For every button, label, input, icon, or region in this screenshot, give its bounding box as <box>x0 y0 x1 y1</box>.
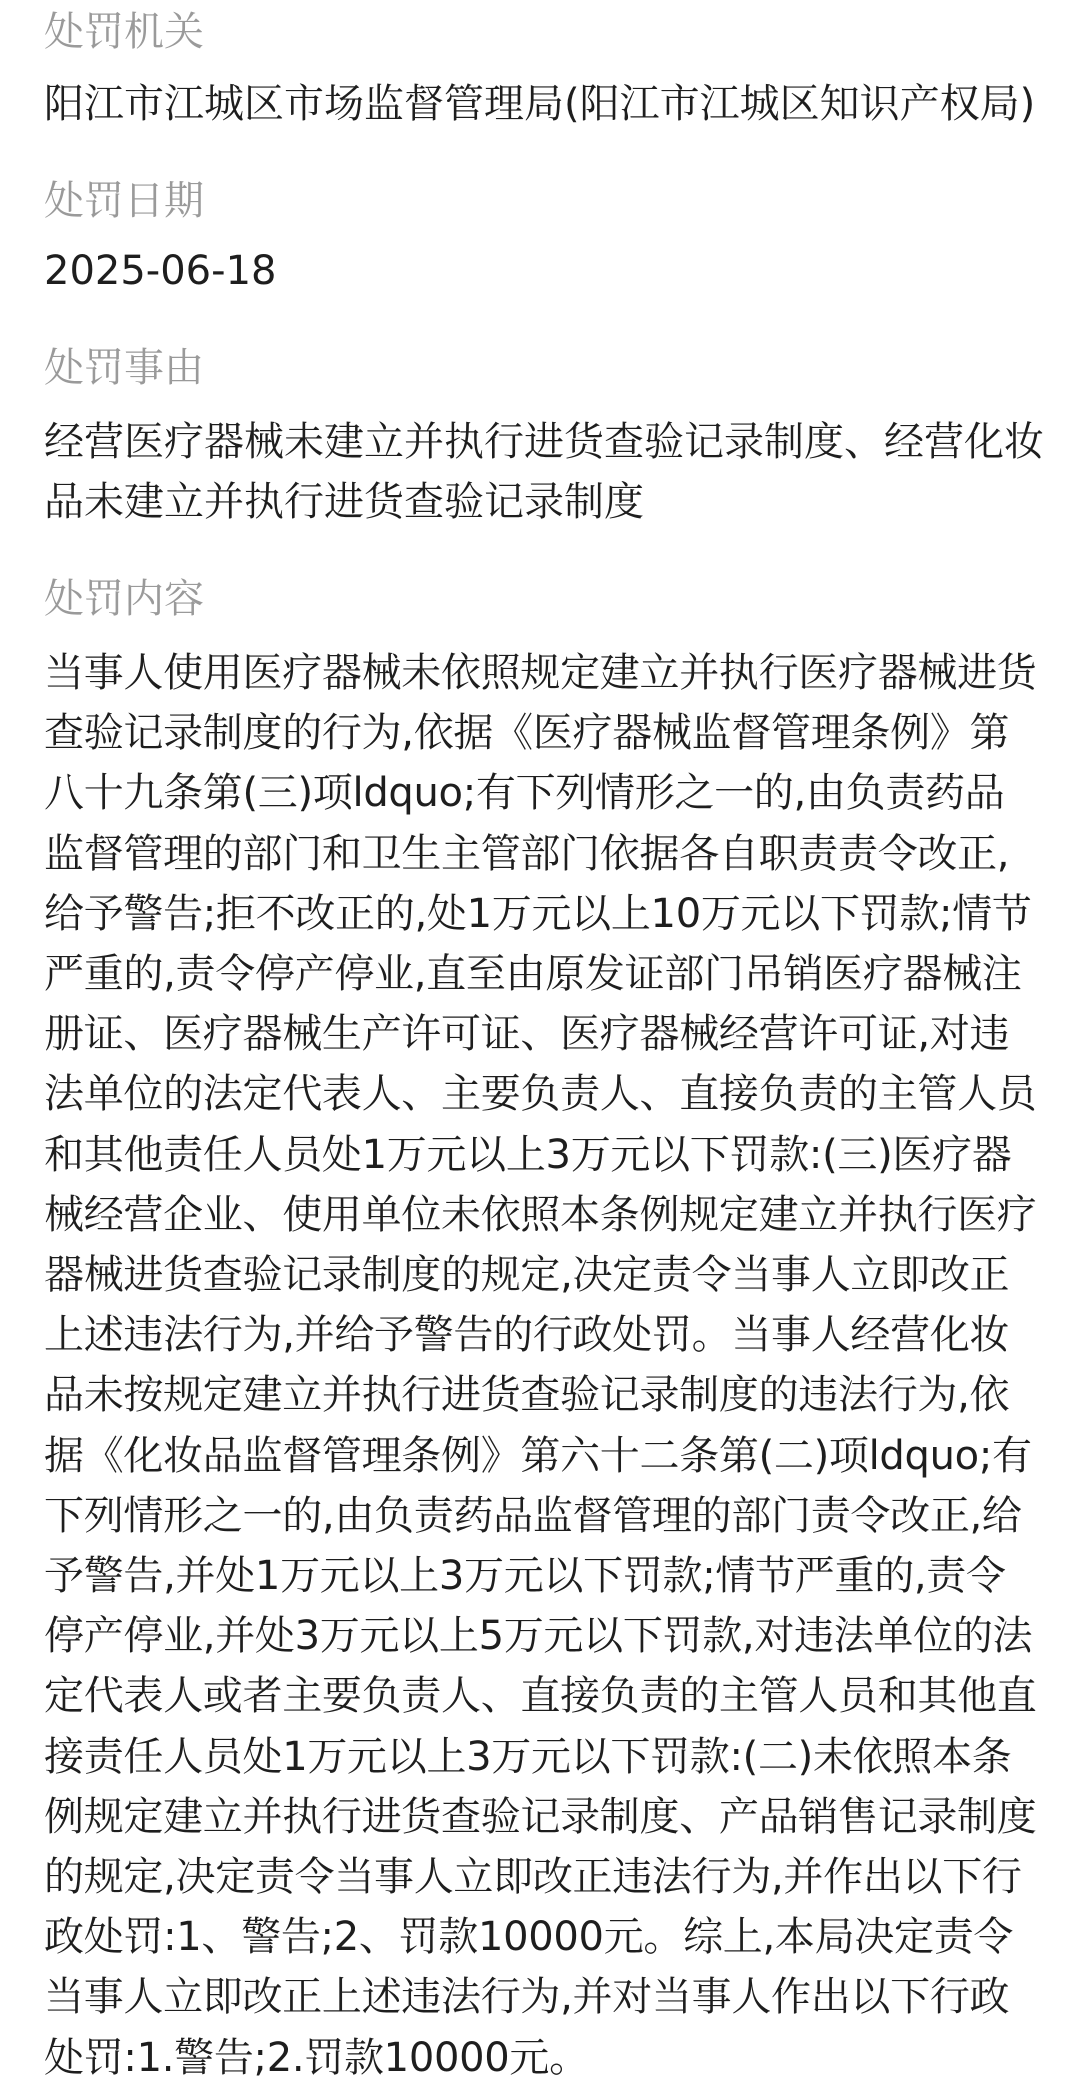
date-value: 2025-06-18 <box>44 248 277 294</box>
authority-value: 阳江市江城区市场监督管理局(阳江市江城区知识产权局) <box>44 81 1036 127</box>
reason-label: 处罚事由 <box>44 345 204 391</box>
penalty-detail-page <box>44 0 1044 2088</box>
content-label: 处罚内容 <box>44 576 204 622</box>
reason-value: 经营医疗器械未建立并执行进货查验记录制度、经营化妆品未建立并执行进货查验记录制度 <box>44 419 1044 525</box>
content-value: 当事人使用医疗器械未依照规定建立并执行医疗器械进货查验记录制度的行为,依据《医疗器械监督管理条例》第八十九条第(三)项ldquo;有下列情形之一的,由负责药品监督管理的部门和卫生主管部门依据各自职责责令改正,给予警告;拒不改正的,处1万元以上10万元以下罚款;情节严重的,责令停产停业,直至由原发证部门吊销医疗器械注册证、医疗器械生产许可证、医疗器械经营许可证,对违法单位的法定代表人、主要负责人、直接负责的主管人员和其他责任人员处1万元以上3万元以下罚款:(三)医疗器械经营企业、使用单位未依照本条例规定建立并执行医疗器械进货查验记录制度的规定,决定责令当事人立即改正上述违法行为,并给予警告的行政处罚。当事人经营化妆品未按规定建立并执行进货查验记录制度的违法行为,依据《化妆品监督管理条例》第六十二条第(二)项ldquo;有下列情形之一的,由负责药品监督管理的部门责令改正,给予警告,并处1万元以上3万元以下罚款;情节严重的,责令停产停业,并处3万元以上5万元以下罚款,对违法单位的法定代表人或者主要负责人、直接负责的主管人员和其他直接责任人员处1万元以上3万元以下罚款:(二)未依照本条例规定建立并执行进货查验记录制度、产品销售记录制度的规定,决定责令当事人立即改正违法行为,并作出以下行政处罚:1、警告;2、罚款10000元。综上,本局决定责令当事人立即改正上述违法行为,并对当事人作出以下行政处罚:1.警告;2.罚款10000元。 <box>44 650 1037 2081</box>
authority-label: 处罚机关 <box>44 9 204 55</box>
date-label: 处罚日期 <box>44 178 204 224</box>
